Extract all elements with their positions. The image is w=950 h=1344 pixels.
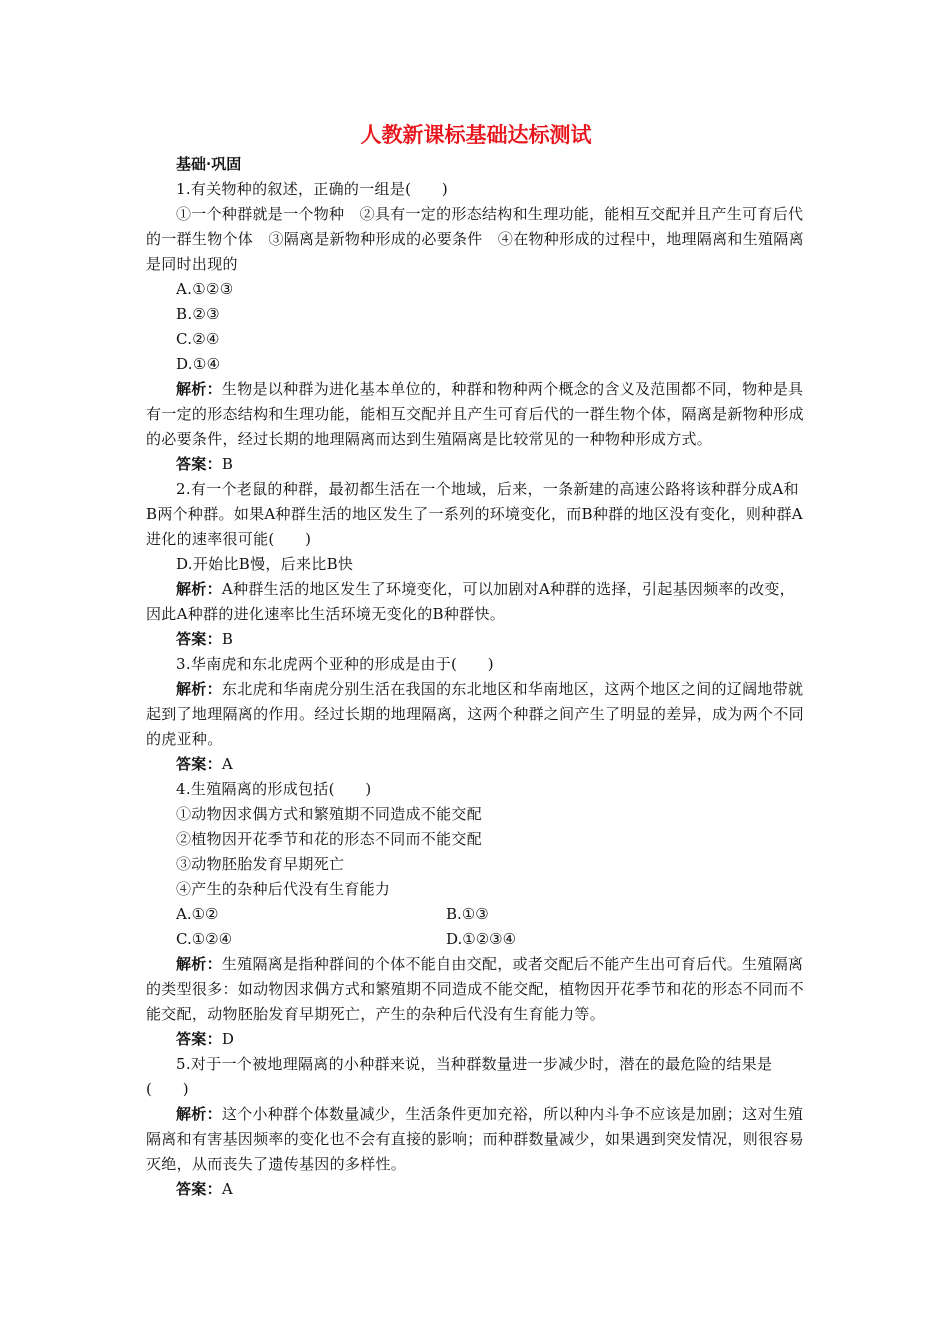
q1-answer xyxy=(146,452,806,477)
analysis-label: 解析： xyxy=(176,580,222,598)
q1-answer-value: B xyxy=(221,455,234,473)
q4-answer-value: D xyxy=(221,1030,235,1048)
q1-analysis-text: 生物是以种群为进化基本单位的，种群和物种两个概念的含义及范围都不同，物种是具有一定的形态结构和生理功能，能相互交配并且产生可育后代的一群生物个体，隔离是新物种形成的必要条件，经过长期的地理隔离而达到生殖隔离是比较常见的一种物种形成方式。 xyxy=(146,380,804,448)
answer-label: 答案： xyxy=(176,755,222,773)
analysis-label: 解析： xyxy=(176,680,222,698)
q2-stem: 2.有一个老鼠的种群，最初都生活在一个地域，后来，一条新建的高速公路将该种群分成A和B两个种群。如果A种群生活的地区发生了一系列的环境变化，而B种群的地区没有变化，则种群A进化的速率很可能( ) xyxy=(146,480,803,548)
answer-label: 答案： xyxy=(176,630,222,648)
q4-option-a: A.①② xyxy=(176,905,219,923)
answer-label: 答案： xyxy=(176,1180,222,1198)
q1-option-a: A.①②③ xyxy=(176,280,234,298)
analysis-label: 解析： xyxy=(176,955,222,973)
q4-analysis-text: 生殖隔离是指种群间的个体不能自由交配，或者交配后不能产生出可育后代。生殖隔离的类型很多：如动物因求偶方式和繁殖期不同造成不能交配，植物因开花季节和花的形态不同而不能交配，动物胚胎发育早期死亡，产生的杂种后代没有生育能力等。 xyxy=(146,955,804,1023)
q5-answer-value: A xyxy=(221,1180,234,1198)
analysis-label: 解析： xyxy=(176,380,222,398)
document-title: 人教新课标基础达标测试 xyxy=(360,122,592,147)
analysis-label: 解析： xyxy=(176,1105,222,1123)
q5-analysis-text: 这个小种群个体数量减少，生活条件更加充裕，所以种内斗争不应该是加剧；这对生殖隔离和有害基因频率的变化也不会有直接的影响；而种群数量减少，如果遇到突发情况，则很容易灭绝，从而丧失了遗传基因的多样性。 xyxy=(146,1105,804,1173)
document-page xyxy=(146,118,806,1202)
q4-item-2: ②植物因开花季节和花的形态不同而不能交配 xyxy=(176,830,483,848)
q3-stem: 3.华南虎和东北虎两个亚种的形成是由于( ) xyxy=(176,655,494,673)
q5-answer xyxy=(146,1177,806,1202)
answer-label: 答案： xyxy=(176,455,222,473)
q4-analysis xyxy=(146,952,806,1027)
q1-option-c: C.②④ xyxy=(176,330,220,348)
q4-answer xyxy=(146,1027,806,1052)
q4-stem: 4.生殖隔离的形成包括( ) xyxy=(176,780,372,798)
section-heading: 基础·巩固 xyxy=(176,155,242,173)
q1-option-b: B.②③ xyxy=(176,305,220,323)
q4-options-row-2 xyxy=(146,927,806,952)
q2-answer xyxy=(146,627,806,652)
q2-option-d: D.开始比B慢，后来比B快 xyxy=(176,555,354,573)
q4-item-3: ③动物胚胎发育早期死亡 xyxy=(176,855,345,873)
q3-analysis-text: 东北虎和华南虎分别生活在我国的东北地区和华南地区，这两个地区之间的辽阔地带就起到了地理隔离的作用。经过长期的地理隔离，这两个种群之间产生了明显的差异，成为两个不同的虎亚种。 xyxy=(146,680,804,748)
q1-analysis xyxy=(146,377,806,452)
q1-statements: ①一个种群就是一个物种 ②具有一定的形态结构和生理功能，能相互交配并且产生可育后代的一群生物个体 ③隔离是新物种形成的必要条件 ④在物种形成的过程中，地理隔离和生殖隔离是同时出现的 xyxy=(146,205,804,273)
q3-answer xyxy=(146,752,806,777)
q4-options-row-1 xyxy=(146,902,806,927)
q2-answer-value: B xyxy=(221,630,234,648)
q3-analysis xyxy=(146,677,806,752)
q4-item-4: ④产生的杂种后代没有生育能力 xyxy=(176,880,391,898)
q4-item-1: ①动物因求偶方式和繁殖期不同造成不能交配 xyxy=(176,805,483,823)
q5-stem: 5.对于一个被地理隔离的小种群来说，当种群数量进一步减少时，潜在的最危险的结果是( ) xyxy=(146,1055,773,1098)
q2-analysis-text: A种群生活的地区发生了环境变化，可以加剧对A种群的选择，引起基因频率的改变，因此A种群的进化速率比生活环境无变化的B种群快。 xyxy=(146,580,795,623)
q4-option-b: B.①③ xyxy=(446,905,489,923)
q1-stem: 1.有关物种的叙述，正确的一组是( ) xyxy=(176,180,449,198)
answer-label: 答案： xyxy=(176,1030,222,1048)
q3-answer-value: A xyxy=(221,755,234,773)
q4-option-c: C.①②④ xyxy=(176,930,233,948)
q2-analysis xyxy=(146,577,806,627)
q4-option-d: D.①②③④ xyxy=(446,930,517,948)
q1-option-d: D.①④ xyxy=(176,355,221,373)
q5-analysis xyxy=(146,1102,806,1177)
